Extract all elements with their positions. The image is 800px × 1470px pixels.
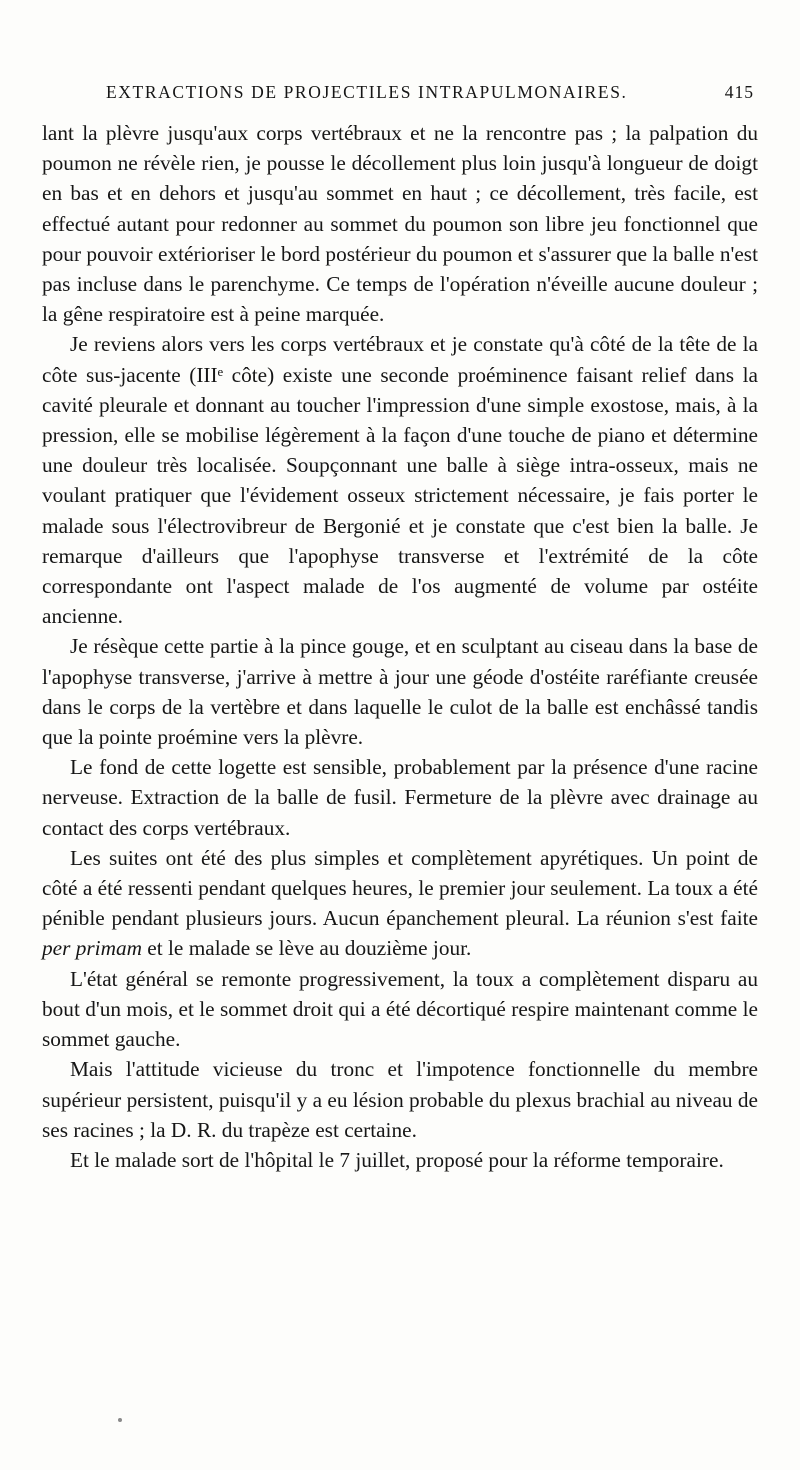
- italic-phrase: per primam: [42, 936, 142, 961]
- paragraph: Je résèque cette partie à la pince gouge, et en sculptant au ciseau dans la base de l'apophyse transverse, j'arrive à mettre à jour une géode d'ostéite raréfiante creusée dans le corps de la vertèbre et dans laquelle le culot de la balle est enchâssé tandis que la pointe proémine vers la plèvre.: [42, 634, 758, 750]
- paragraph: Le fond de cette logette est sensible, probablement par la présence d'une racine nerveuse. Extraction de la balle de fusil. Fermeture de la plèvre avec drainage au contact des corps vertébraux.: [42, 755, 758, 840]
- paragraph-continued: lant la plèvre jusqu'aux corps vertébraux et ne la rencontre pas ; la palpation du poumon ne révèle rien, je pousse le décollement plus loin jusqu'à longueur de doigt en bas et en dehors et jusqu'au sommet en haut ; ce décollement, très facile, est effectué autant pour redonner au sommet du poumon son libre jeu fonctionnel que pour pouvoir extérioriser le bord postérieur du poumon et s'assurer que la balle n'est pas incluse dans le parenchyme. Ce temps de l'opération n'éveille aucune douleur ; la gêne respiratoire est à peine marquée.: [42, 121, 758, 327]
- paragraph-text: Les suites ont été des plus simples et complètement apyrétiques. Un point de côté a été ressenti pendant quelques heures, le premier jour seulement. La toux a été pénible pendant plusieurs jours. Aucun épanchement pleural. La réunion s'est faite: [42, 845, 758, 931]
- paragraph: Mais l'attitude vicieuse du tronc et l'impotence fonctionnelle du membre supérieur persistent, puisqu'il y a eu lésion probable du plexus brachial au niveau de ses racines ; la D. R. du trapèze est certaine.: [42, 1057, 758, 1142]
- page-number: 415: [724, 82, 754, 102]
- paragraph-text: et le malade se lève au douzième jour.: [141, 936, 472, 961]
- running-head: [92, 82, 754, 108]
- paragraph: L'état général se remonte progressivement, la toux a complètement disparu au bout d'un mois, et le sommet droit qui a été décortiqué respire maintenant comme le sommet gauche.: [42, 966, 758, 1052]
- paragraph: Je reviens alors vers les corps vertébraux et je constate qu'à côté de la tête de la côte sus-jacente (IIIᵉ côte) existe une seconde proéminence faisant relief dans la cavité pleurale et donnant au toucher l'impression d'une simple exostose, mais, à la pression, elle se mobilise légèrement à la façon d'une touche de piano et détermine une douleur très localisée. Soupçonnant une balle à siège intra-osseux, mais ne voulant pratiquer que l'évidement osseux strictement nécessaire, je fais porter le malade sous l'électrovibreur de Bergonié et je constate que c'est bien la balle. Je remarque d'ailleurs que l'apophyse transverse et l'extrémité de la côte correspondante ont l'aspect malade de l'os augmenté de volume par ostéite ancienne.: [42, 332, 758, 629]
- ink-speck: [118, 1418, 122, 1422]
- running-title: EXTRACTIONS DE PROJECTILES INTRAPULMONAIRES.: [106, 82, 628, 102]
- text-body: [42, 118, 758, 1175]
- paragraph: Et le malade sort de l'hôpital le 7 juillet, proposé pour la réforme temporaire.: [70, 1147, 724, 1172]
- paragraph: [42, 843, 758, 964]
